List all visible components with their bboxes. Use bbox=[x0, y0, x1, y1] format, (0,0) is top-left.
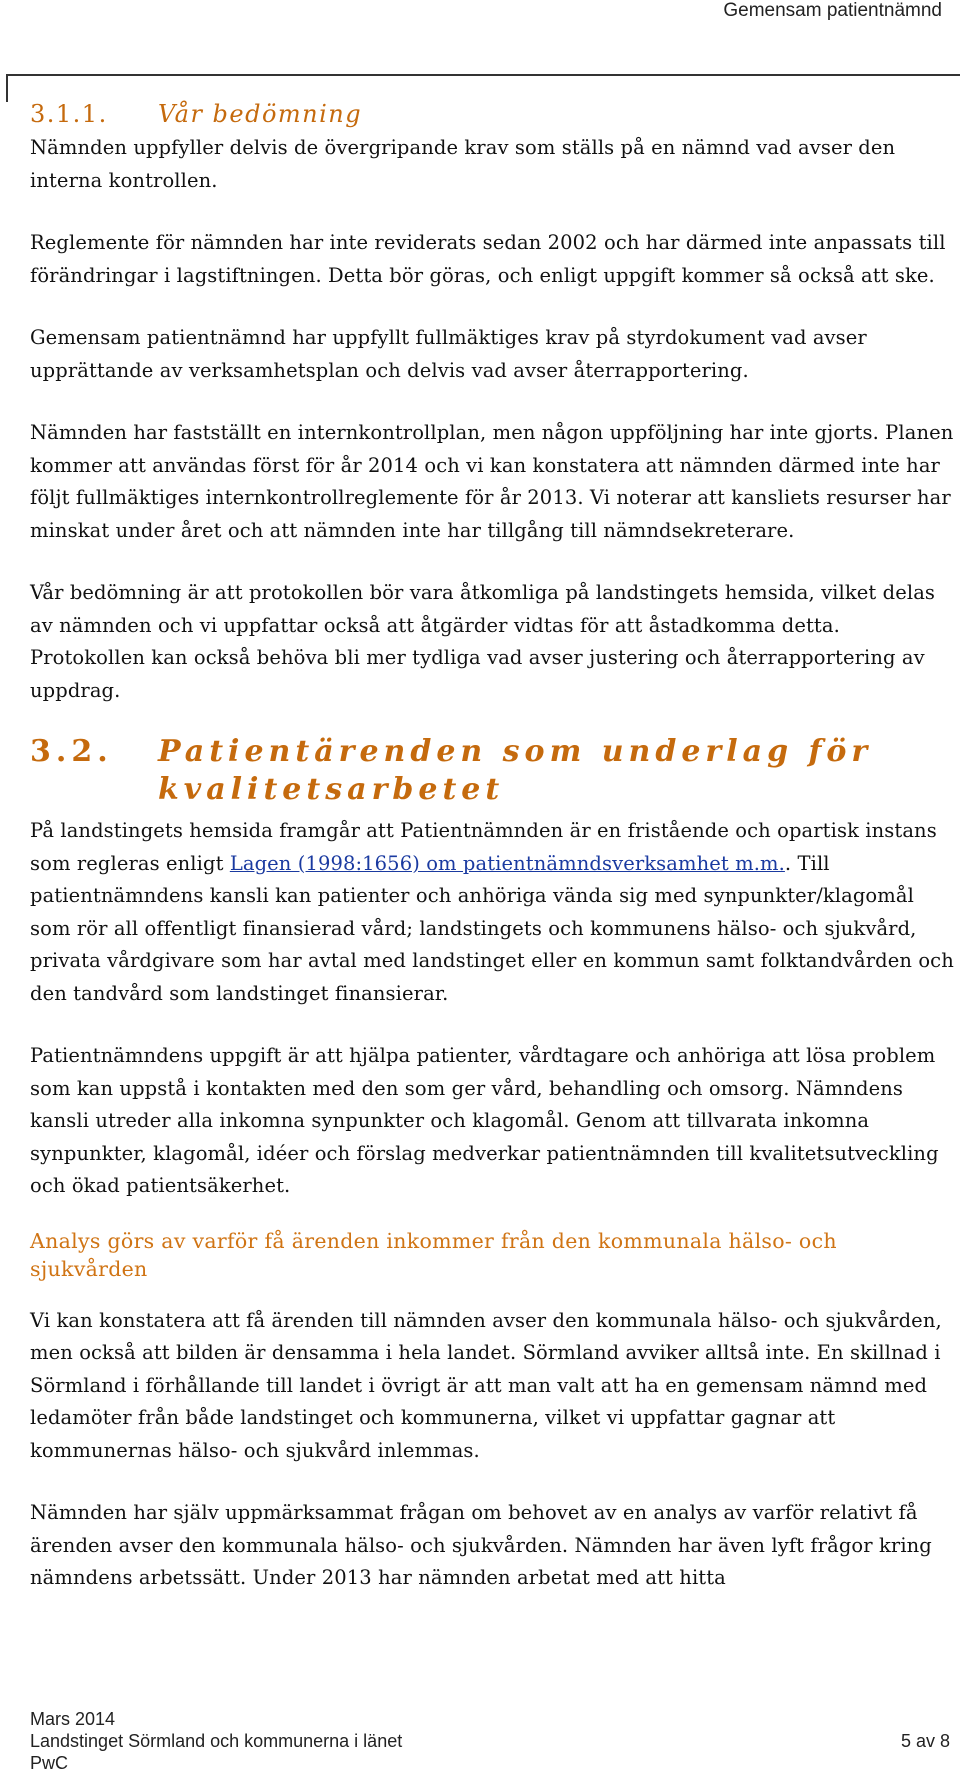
section-heading-32 bbox=[30, 733, 954, 809]
section-heading-311 bbox=[30, 98, 954, 130]
paragraph: Gemensam patientnämnd har uppfyllt fullmäktiges krav på styrdokument vad avser upprättande av verksamhetsplan och delvis vad avser återrapportering. bbox=[30, 326, 867, 382]
footer-organization: Landstinget Sörmland och kommunerna i länet bbox=[30, 1731, 403, 1751]
page-number: 5 av 8 bbox=[900, 1731, 950, 1751]
subheading: Analys görs av varför få ärenden inkommer från den kommunala hälso- och sjukvården bbox=[30, 1228, 837, 1281]
header-rule-corner bbox=[6, 74, 8, 102]
paragraph: Patientnämndens uppgift är att hjälpa patienter, vårdtagare och anhöriga att lösa problem som kan uppstå i kontakten med den som ger vård, behandling och omsorg. Nämndens kansli utreder alla inkomna synpunkter och klagomål. Genom att tillvarata inkomna synpunkter, klagomål, idéer och förslag medverkar patientnämnden till kvalitetsutveckling och ökad patientsäkerhet. bbox=[30, 1044, 939, 1197]
footer-firm: PwC bbox=[30, 1753, 69, 1773]
section-number: 3.1.1. bbox=[30, 100, 108, 128]
paragraph: Vi kan konstatera att få ärenden till nämnden avser den kommunala hälso- och sjukvården, men också att bilden är densamma i hela landet. Sörmland avviker alltså inte. En skillnad i Sörmland i förhållande till landet i övrigt är att man valt att ha en gemensam nämnd med ledamöter från både landstinget och kommunerna, vilket vi uppfattar gagnar att kommunernas hälso- och sjukvård inlemmas. bbox=[30, 1308, 942, 1462]
running-header: Gemensam patientnämnd bbox=[723, 0, 942, 21]
section-number: 3.2. bbox=[30, 734, 113, 769]
paragraph-text: . Till patientnämndens kansli kan patienter och anhöriga vända sig med synpunkter/klagomål som rör all offentligt finansierad vård; landstingets och kommunens hälso- och sjukvård, privata vårdgivare som har avtal med landstinget eller en kommun samt folktandvården och den tandvård som landstinget finansierar. bbox=[30, 851, 954, 1005]
footer-date: Mars 2014 bbox=[30, 1709, 116, 1729]
paragraph bbox=[30, 815, 954, 1010]
document-body bbox=[30, 98, 954, 1595]
law-link[interactable]: Lagen (1998:1656) om patientnämndsverksamhet m.m. bbox=[229, 851, 785, 875]
paragraph: Nämnden har själv uppmärksammat frågan om behovet av en analys av varför relativt få ärenden avser den kommunala hälso- och sjukvården. Nämnden har även lyft frågor kring nämndens arbetssätt. Under 2013 har nämnden arbetat med att hitta bbox=[30, 1501, 932, 1589]
page-footer bbox=[30, 1708, 950, 1774]
section-title: Vår bedömning bbox=[158, 100, 363, 128]
paragraph: Nämnden uppfyller delvis de övergripande krav som ställs på en nämnd vad avser den interna kontrollen. bbox=[30, 136, 896, 192]
header-rule bbox=[6, 74, 960, 76]
paragraph: Nämnden har fastställt en internkontrollplan, men någon uppföljning har inte gjorts. Planen kommer att användas först för år 2014 och vi kan konstatera att nämnden därmed inte har följt fullmäktiges internkontrollreglemente för år 2013. Vi noterar att kansliets resurser har minskat under året och att nämnden inte har tillgång till nämndsekreterare. bbox=[30, 421, 954, 542]
paragraph: Vår bedömning är att protokollen bör vara åtkomliga på landstingets hemsida, vilket delas av nämnden och vi uppfattar också att åtgärder vidtas för att åstadkomma detta. Protokollen kan också behöva bli mer tydliga vad avser justering och återrapportering av uppdrag. bbox=[30, 581, 936, 702]
section-title: Patientärenden som underlag för kvalitetsarbetet bbox=[158, 734, 873, 807]
paragraph-text: På landstingets hemsida framgår att Patientnämnden är en fristående och opartisk instans som regleras enligt bbox=[30, 819, 937, 875]
paragraph: Reglemente för nämnden har inte reviderats sedan 2002 och har därmed inte anpassats till förändringar i lagstiftningen. Detta bör göras, och enligt uppgift kommer så också att ske. bbox=[30, 231, 946, 287]
